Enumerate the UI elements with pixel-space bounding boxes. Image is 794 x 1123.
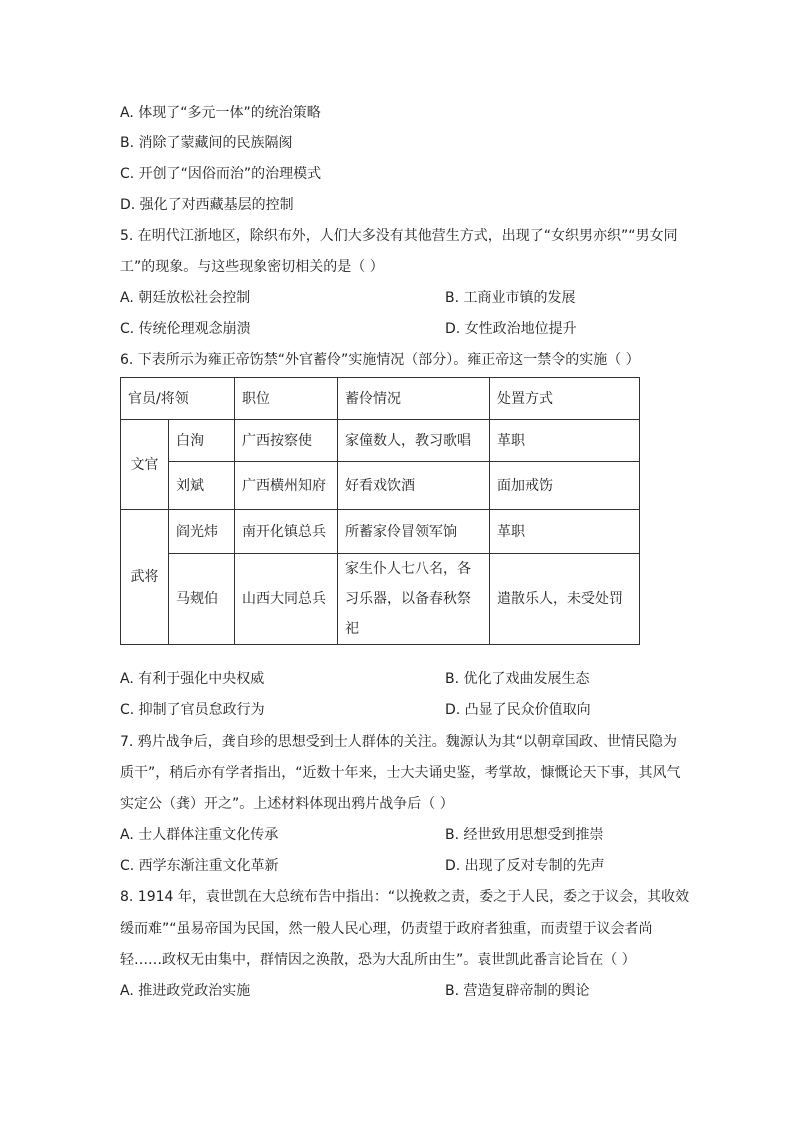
q8-stem-line3: 轻……政权无由集中，群情因之涣散，恐为大乱所由生”。袁世凯此番言论旨在（ ） — [120, 952, 636, 968]
q7-stem-line1: 7. 鸦片战争后，龚自珍的思想受到士人群体的关注。魏源认为其“以朝章国政、世情民隐为 — [120, 734, 678, 750]
table-header-row — [121, 378, 640, 420]
header-punishment: 处置方式 — [490, 378, 640, 420]
group-civil: 文官 — [121, 420, 169, 510]
cell-troupe: 好看戏饮酒 — [338, 462, 490, 510]
q8-option-b: B. 营造复辟帝制的舆论 — [445, 983, 590, 999]
q5-option-a: A. 朝廷放松社会控制 — [120, 290, 251, 306]
cell-name: 白洵 — [169, 420, 235, 462]
cell-troupe: 家生仆人七八名，各习乐器，以备春秋祭祀 — [338, 554, 490, 645]
cell-troupe: 家僮数人，教习歌唱 — [338, 420, 490, 462]
q5-option-c: C. 传统伦理观念崩溃 — [120, 321, 251, 337]
group-military: 武将 — [121, 510, 169, 645]
q7-stem-line2: 质干”，稍后亦有学者指出，“近数十年来，士大夫诵史鉴，考掌故，慷慨论天下事，其风气 — [120, 765, 681, 781]
header-troupe: 蓄伶情况 — [338, 378, 490, 420]
cell-punishment: 革职 — [490, 420, 640, 462]
q5-stem-line1: 5. 在明代江浙地区，除织布外，人们大多没有其他营生方式，出现了“女织男亦织”“男女同 — [120, 228, 678, 244]
cell-troupe: 所蓄家伶冒领军饷 — [338, 510, 490, 554]
cell-position: 广西横州知府 — [235, 462, 338, 510]
q7-option-a: A. 士人群体注重文化传承 — [120, 827, 279, 843]
q8-option-a: A. 推进政党政治实施 — [120, 983, 251, 999]
cell-position: 南开化镇总兵 — [235, 510, 338, 554]
table-row — [121, 462, 640, 510]
q8-stem-line1: 8. 1914 年，袁世凯在大总统布告中指出：“以挽救之责，委之于人民，委之于议会，其收效 — [120, 889, 690, 905]
q5-option-b: B. 工商业市镇的发展 — [445, 290, 576, 306]
q6-option-b: B. 优化了戏曲发展生态 — [445, 671, 590, 687]
cell-name: 刘斌 — [169, 462, 235, 510]
q5-option-d: D. 女性政治地位提升 — [445, 321, 577, 337]
q6-option-a: A. 有利于强化中央权威 — [120, 671, 265, 687]
q4-option-c: C. 开创了“因俗而治”的治理模式 — [120, 166, 322, 182]
cell-position: 山西大同总兵 — [235, 554, 338, 645]
header-position: 职位 — [235, 378, 338, 420]
q6-table — [120, 377, 640, 645]
q4-option-d: D. 强化了对西藏基层的控制 — [120, 197, 294, 213]
q7-option-b: B. 经世致用思想受到推崇 — [445, 827, 604, 843]
q5-stem-line2: 工”的现象。与这些现象密切相关的是（ ） — [120, 259, 384, 275]
cell-name: 阎光炜 — [169, 510, 235, 554]
cell-name: 马觌伯 — [169, 554, 235, 645]
q8-stem-line2: 缓而难”“虽易帝国为民国，然一般人民心理，仍责望于政府者独重，而责望于议会者尚 — [120, 921, 653, 937]
q6-option-d: D. 凸显了民众价值取向 — [445, 702, 591, 718]
header-official: 官员/将领 — [121, 378, 235, 420]
table-row — [121, 554, 640, 645]
q4-option-a: A. 体现了“多元一体”的统治策略 — [120, 105, 321, 121]
q7-stem-line3: 实定公（龚）开之”。上述材料体现出鸦片战争后（ ） — [120, 796, 454, 812]
q6-option-c: C. 抑制了官员怠政行为 — [120, 702, 265, 718]
q7-option-c: C. 西学东渐注重文化革新 — [120, 858, 279, 874]
table-row — [121, 420, 640, 462]
q4-option-b: B. 消除了蒙藏间的民族隔阂 — [120, 135, 293, 151]
cell-punishment: 遣散乐人，未受处罚 — [490, 554, 640, 645]
cell-punishment: 革职 — [490, 510, 640, 554]
q6-stem: 6. 下表所示为雍正帝饬禁“外官蓄伶”实施情况（部分）。雍正帝这一禁令的实施（ ） — [120, 352, 640, 368]
cell-position: 广西按察使 — [235, 420, 338, 462]
cell-punishment: 面加戒饬 — [490, 462, 640, 510]
table-row — [121, 510, 640, 554]
q7-option-d: D. 出现了反对专制的先声 — [445, 858, 605, 874]
